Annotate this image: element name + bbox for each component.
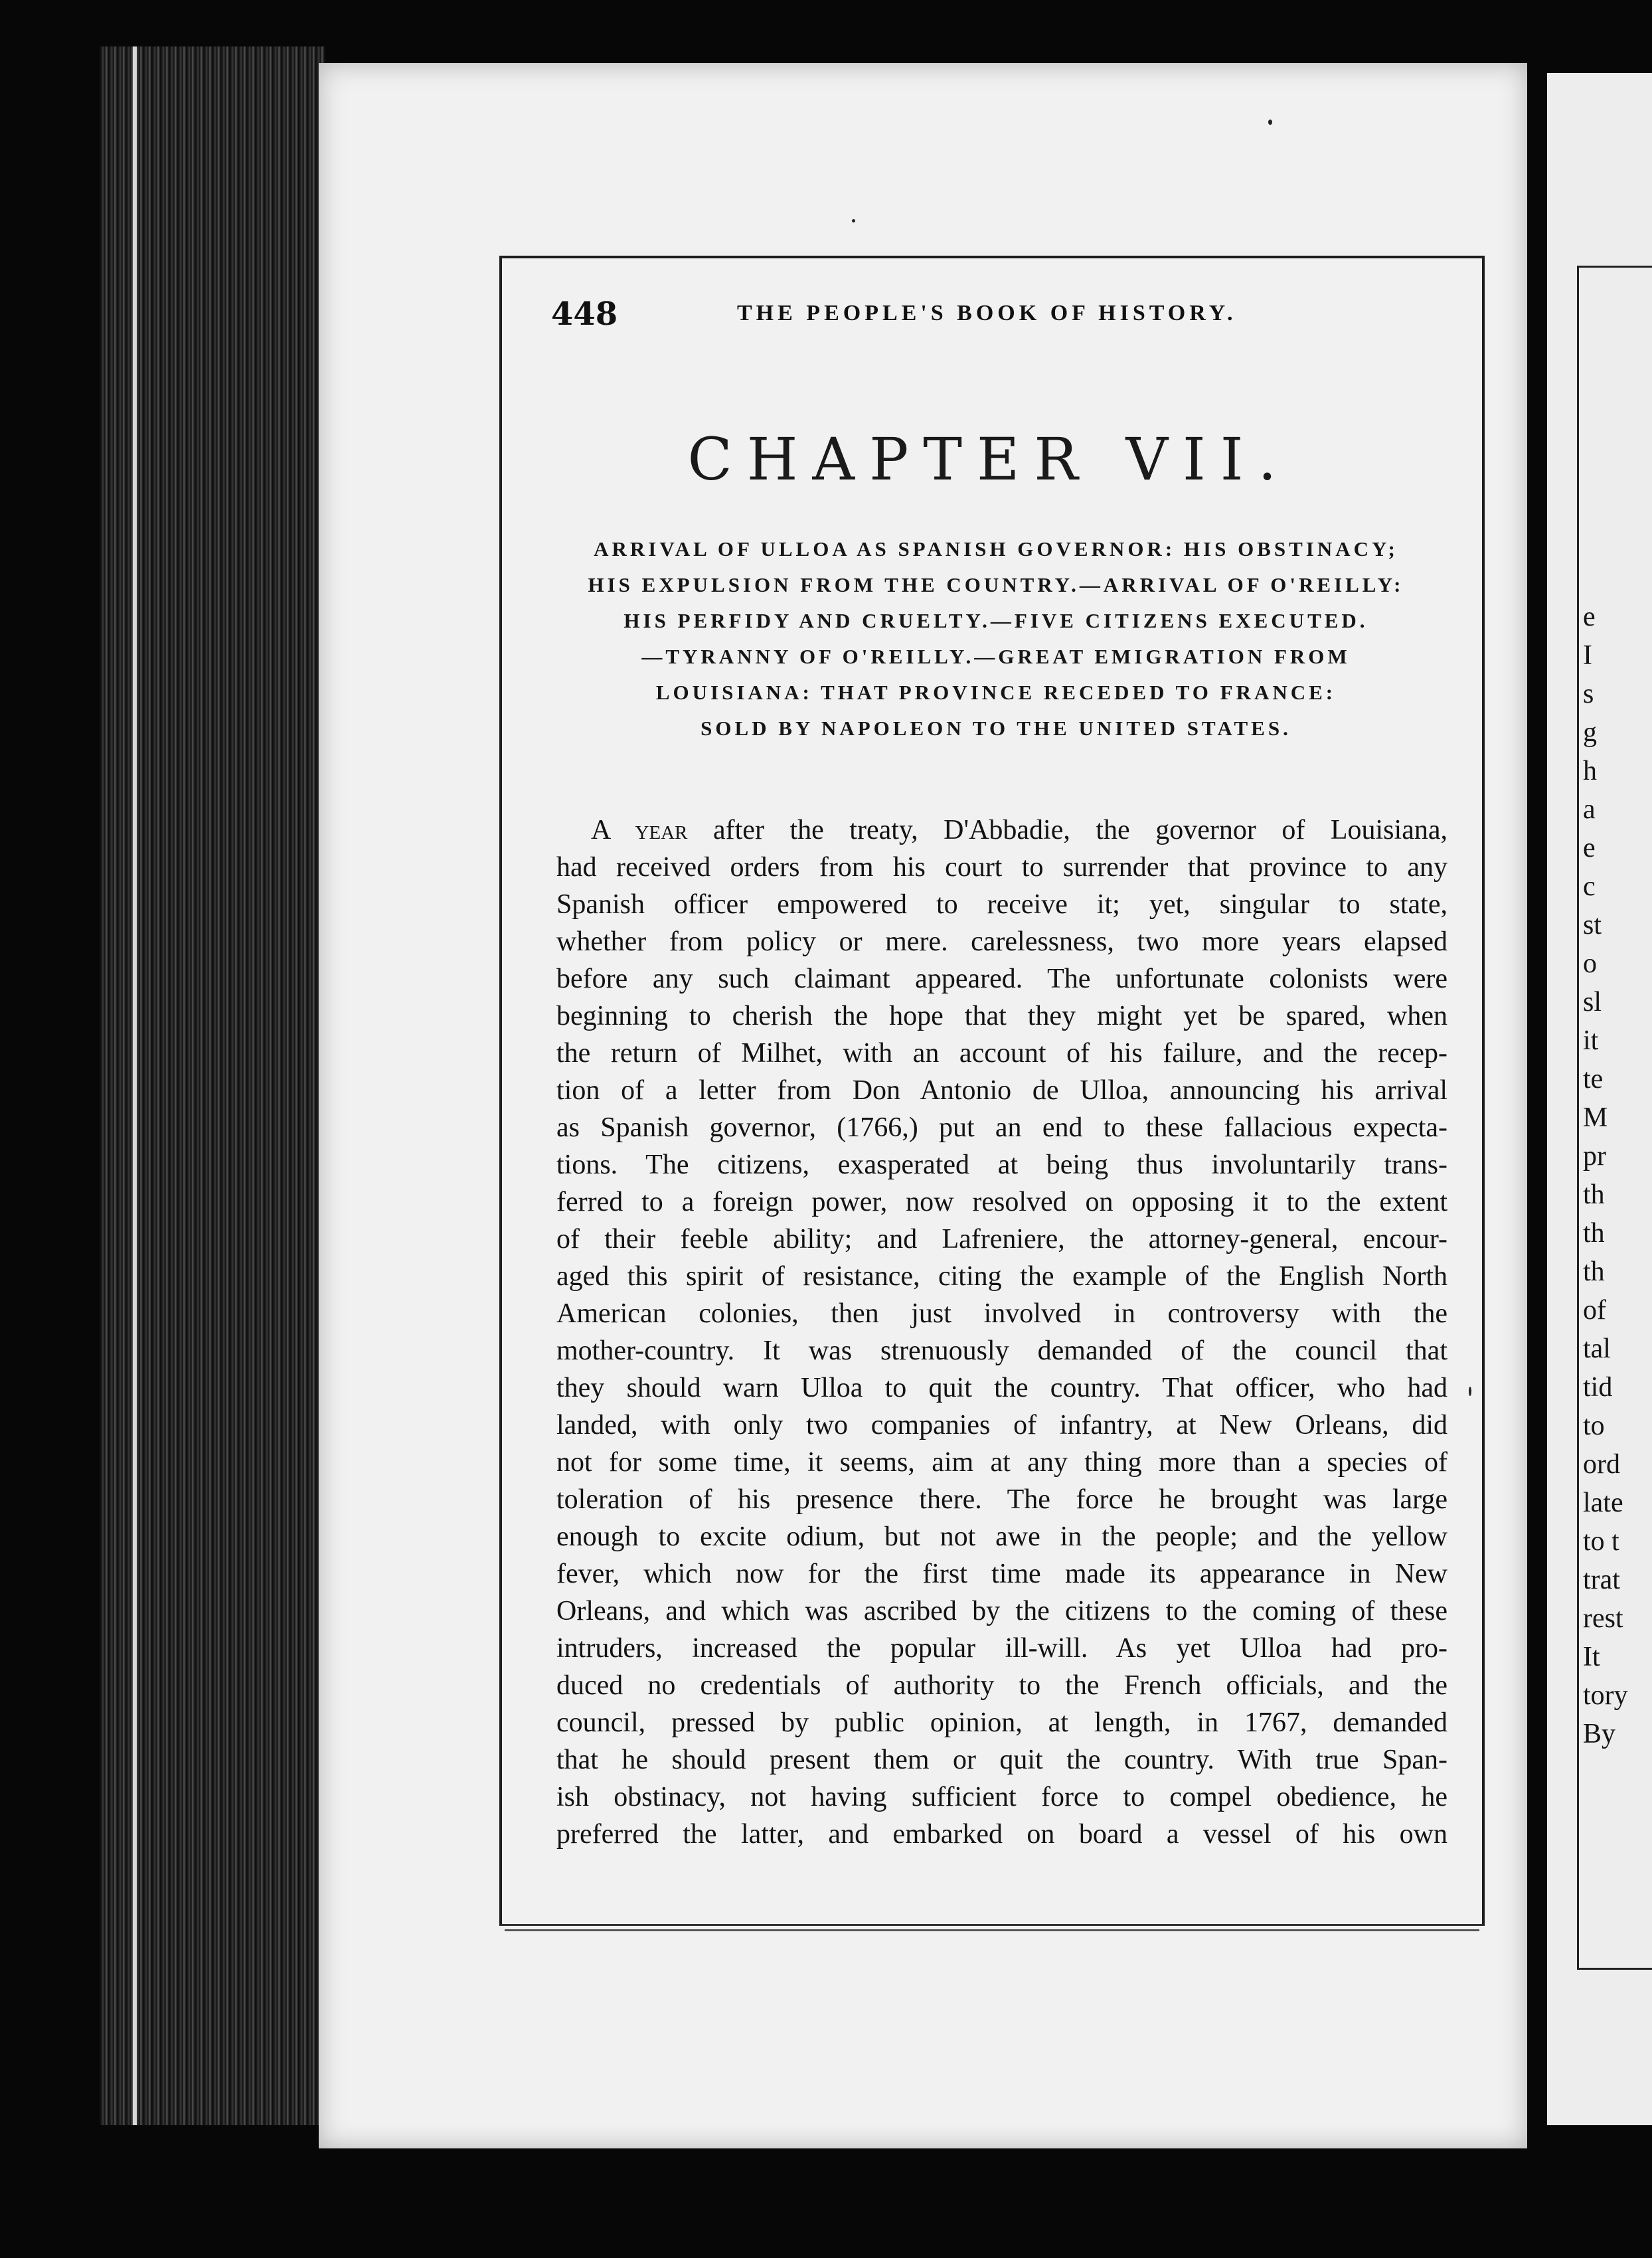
- lead-in-words: A year: [591, 815, 688, 845]
- body-line: not for some time, it seems, aim at any thing more than a species of: [556, 1447, 1447, 1478]
- summary-line: HIS PERFIDY AND CRUELTY.—FIVE CITIZENS EXECUTED.: [623, 609, 1368, 632]
- right-page-fragment: c: [1583, 871, 1596, 902]
- right-page-fragment: th: [1583, 1218, 1605, 1249]
- running-head: THE PEOPLE'S BOOK OF HISTORY.: [737, 301, 1237, 325]
- body-line: American colonies, then just involved in controversy with the: [556, 1298, 1447, 1329]
- right-page-fragment: te: [1583, 1064, 1604, 1094]
- right-page-fragment: st: [1583, 910, 1602, 940]
- body-line: of their feeble ability; and Lafreniere, the attorney-general, encour-: [556, 1224, 1447, 1255]
- page-speck: [1268, 120, 1272, 125]
- right-page-fragment: trat: [1583, 1565, 1620, 1595]
- right-page-fragment: M: [1583, 1102, 1608, 1133]
- right-page-fragment: a: [1583, 794, 1596, 825]
- body-line: fever, which now for the first time made its appearance in New: [556, 1559, 1447, 1589]
- summary-line: —TYRANNY OF O'REILLY.—GREAT EMIGRATION FROM: [641, 645, 1351, 668]
- right-page-fragment: sl: [1583, 987, 1602, 1017]
- body-line-first: [556, 812, 1447, 849]
- body-line: Spanish officer empowered to receive it; yet, singular to state,: [556, 889, 1447, 920]
- body-line: landed, with only two companies of infantry, at New Orleans, did: [556, 1410, 1447, 1440]
- body-line: preferred the latter, and embarked on board a vessel of his own: [556, 1819, 1447, 1850]
- right-page-fragment: e: [1583, 602, 1596, 632]
- body-paragraph: [556, 812, 1447, 1853]
- body-line: that he should present them or quit the country. With true Span-: [556, 1745, 1447, 1775]
- book-page-edges: [100, 46, 325, 2125]
- body-line: beginning to cherish the hope that they might yet be spared, when: [556, 1001, 1447, 1031]
- frame-bottom-rule: [505, 1929, 1479, 1931]
- right-page-fragment: tid: [1583, 1372, 1613, 1403]
- page-speck: [1469, 1387, 1471, 1396]
- right-page-fragment: h: [1583, 756, 1597, 786]
- body-line: tions. The citizens, exasperated at being thus involuntarily trans-: [556, 1150, 1447, 1180]
- right-page-fragment: s: [1583, 679, 1594, 709]
- body-line: council, pressed by public opinion, at length, in 1767, demanded: [556, 1707, 1447, 1738]
- right-page-fragment: tal: [1583, 1334, 1611, 1364]
- chapter-title: CHAPTER VII.: [687, 425, 1291, 493]
- summary-line: LOUISIANA: THAT PROVINCE RECEDED TO FRANCE:: [655, 681, 1337, 704]
- summary-line: HIS EXPULSION FROM THE COUNTRY.—ARRIVAL OF O'REILLY:: [588, 573, 1404, 596]
- right-page-fragment: It: [1583, 1642, 1600, 1672]
- right-page-fragment: of: [1583, 1295, 1606, 1326]
- page-header: [551, 296, 1441, 342]
- right-page-fragment: to: [1583, 1411, 1605, 1441]
- right-page-fragment: ord: [1583, 1449, 1620, 1480]
- summary-line: ARRIVAL OF ULLOA AS SPANISH GOVERNOR: HIS OBSTINACY;: [594, 537, 1398, 561]
- summary-line: SOLD BY NAPOLEON TO THE UNITED STATES.: [701, 717, 1291, 740]
- body-line: ish obstinacy, not having sufficient force to compel obedience, he: [556, 1782, 1447, 1812]
- right-page-fragment: I: [1583, 640, 1592, 671]
- body-line: Orleans, and which was ascribed by the citizens to the coming of these: [556, 1596, 1447, 1626]
- body-line: before any such claimant appeared. The unfortunate colonists were: [556, 964, 1447, 994]
- body-line: mother-country. It was strenuously demanded of the council that: [556, 1336, 1447, 1366]
- right-page-fragment: By: [1583, 1719, 1616, 1749]
- body-line: whether from policy or mere. carelessness, two more years elapsed: [556, 926, 1447, 957]
- page-number: 448: [551, 296, 618, 333]
- body-line: duced no credentials of authority to the French officials, and the: [556, 1670, 1447, 1701]
- body-line: aged this spirit of resistance, citing the example of the English North: [556, 1261, 1447, 1292]
- body-line: tion of a letter from Don Antonio de Ulloa, announcing his arrival: [556, 1075, 1447, 1106]
- chapter-summary: [531, 531, 1461, 746]
- page-edge-highlight: [133, 46, 137, 2125]
- right-page-fragment: late: [1583, 1488, 1623, 1518]
- body-line: intruders, increased the popular ill-will. As yet Ulloa had pro-: [556, 1633, 1447, 1664]
- right-page-fragment: to t: [1583, 1526, 1619, 1557]
- right-page-text-fragments: [1579, 598, 1652, 1753]
- right-page-fragment: g: [1583, 717, 1597, 748]
- right-page-fragment: th: [1583, 1257, 1605, 1287]
- right-page-fragment: e: [1583, 833, 1596, 863]
- right-page-fragment: o: [1583, 948, 1597, 979]
- body-line: the return of Milhet, with an account of his failure, and the recep-: [556, 1038, 1447, 1069]
- right-page-fragment: rest: [1583, 1603, 1623, 1634]
- right-page-fragment: it: [1583, 1025, 1599, 1056]
- right-page-fragment: tory: [1583, 1680, 1628, 1711]
- right-page-fragment: pr: [1583, 1141, 1606, 1172]
- page-speck: [852, 219, 855, 222]
- body-line: enough to excite odium, but not awe in the people; and the yellow: [556, 1521, 1447, 1552]
- body-line: ferred to a foreign power, now resolved on opposing it to the extent: [556, 1187, 1447, 1217]
- body-line: toleration of his presence there. The force he brought was large: [556, 1484, 1447, 1515]
- body-line: they should warn Ulloa to quit the country. That officer, who had: [556, 1373, 1447, 1403]
- body-line: as Spanish governor, (1766,) put an end to these fallacious expecta-: [556, 1112, 1447, 1143]
- right-page-fragment: th: [1583, 1179, 1605, 1210]
- first-line-text: after the treaty, D'Abbadie, the governor of Louisiana,: [687, 815, 1447, 845]
- body-line: had received orders from his court to surrender that province to any: [556, 852, 1447, 883]
